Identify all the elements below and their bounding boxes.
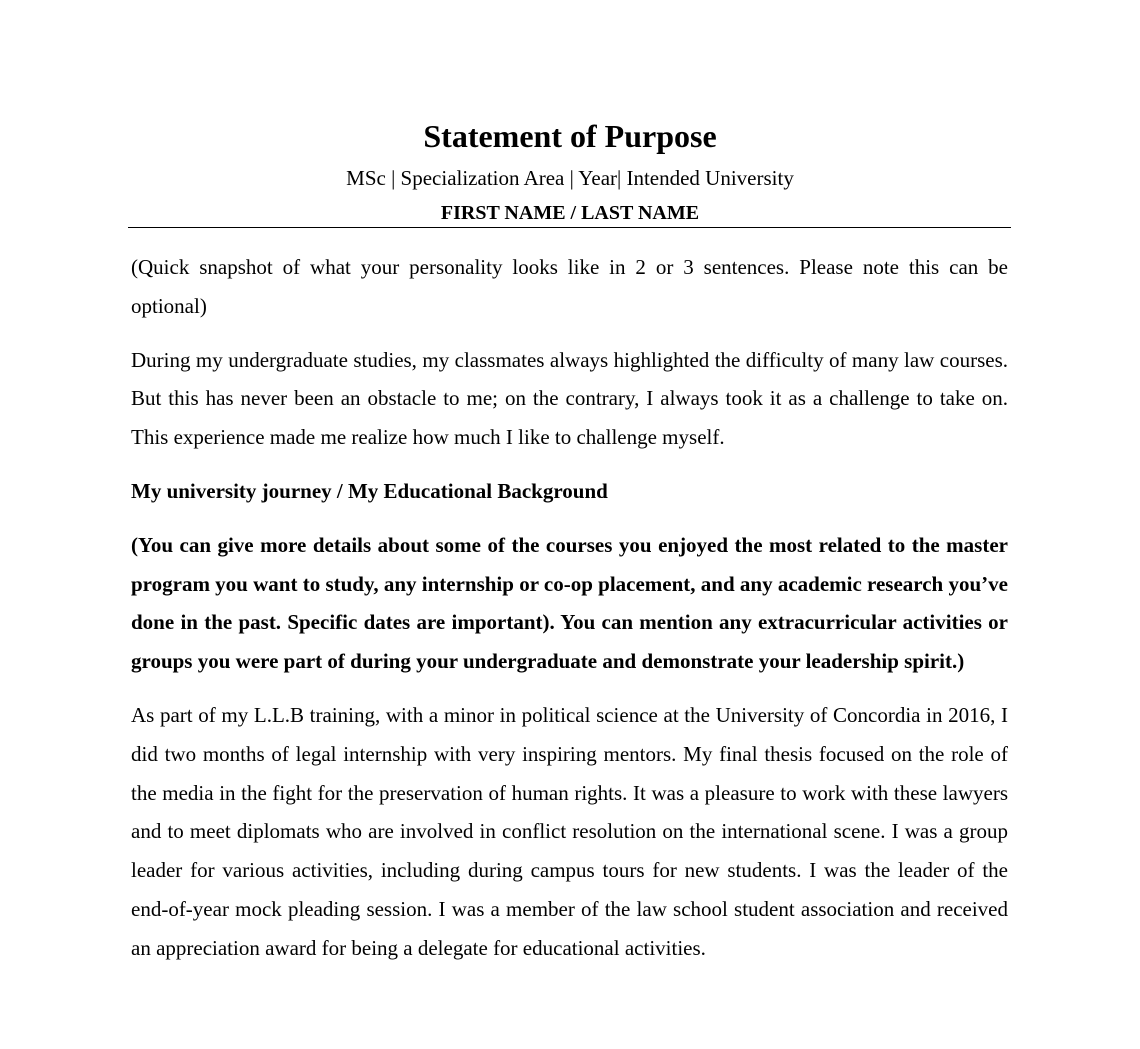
document-subtitle: MSc | Specialization Area | Year| Intended University (346, 166, 794, 190)
intro-paragraph: During my undergraduate studies, my classmates always highlighted the difficulty of many law courses. But this has never been an obstacle to me; on the contrary, I always took it as a challenge to take on. This experience made me realize how much I like to challenge myself. (131, 347, 1008, 450)
section-note: (You can give more details about some of the courses you enjoyed the most related to the master program you want to study, any internship or co-op placement, and any academic research you’ve done in the past. Specific dates are important). You can mention any extracurricular activities or groups you were part of during your undergraduate and demonstrate your leadership spirit.) (131, 532, 1008, 674)
section-paragraph: As part of my L.L.B training, with a minor in political science at the University of Concordia in 2016, I did two months of legal internship with very inspiring mentors. My final thesis focused on the role of the media in the fight for the preservation of human rights. It was a pleasure to work with these lawyers and to meet diplomats who are involved in conflict resolution on the international scene. I was a group leader for various activities, including during campus tours for new students. I was the leader of the end-of-year mock pleading session. I was a member of the law school student association and received an appreciation award for being a delegate for educational activities. (131, 702, 1008, 960)
section-heading: My university journey / My Educational Background (131, 478, 608, 503)
author-name: FIRST NAME / LAST NAME (440, 202, 700, 224)
header-divider (128, 227, 1011, 228)
document-body (131, 248, 1008, 983)
document-title: Statement of Purpose (423, 118, 717, 154)
intro-note: (Quick snapshot of what your personality looks like in 2 or 3 sentences. Please note this can be optional) (131, 255, 1008, 318)
